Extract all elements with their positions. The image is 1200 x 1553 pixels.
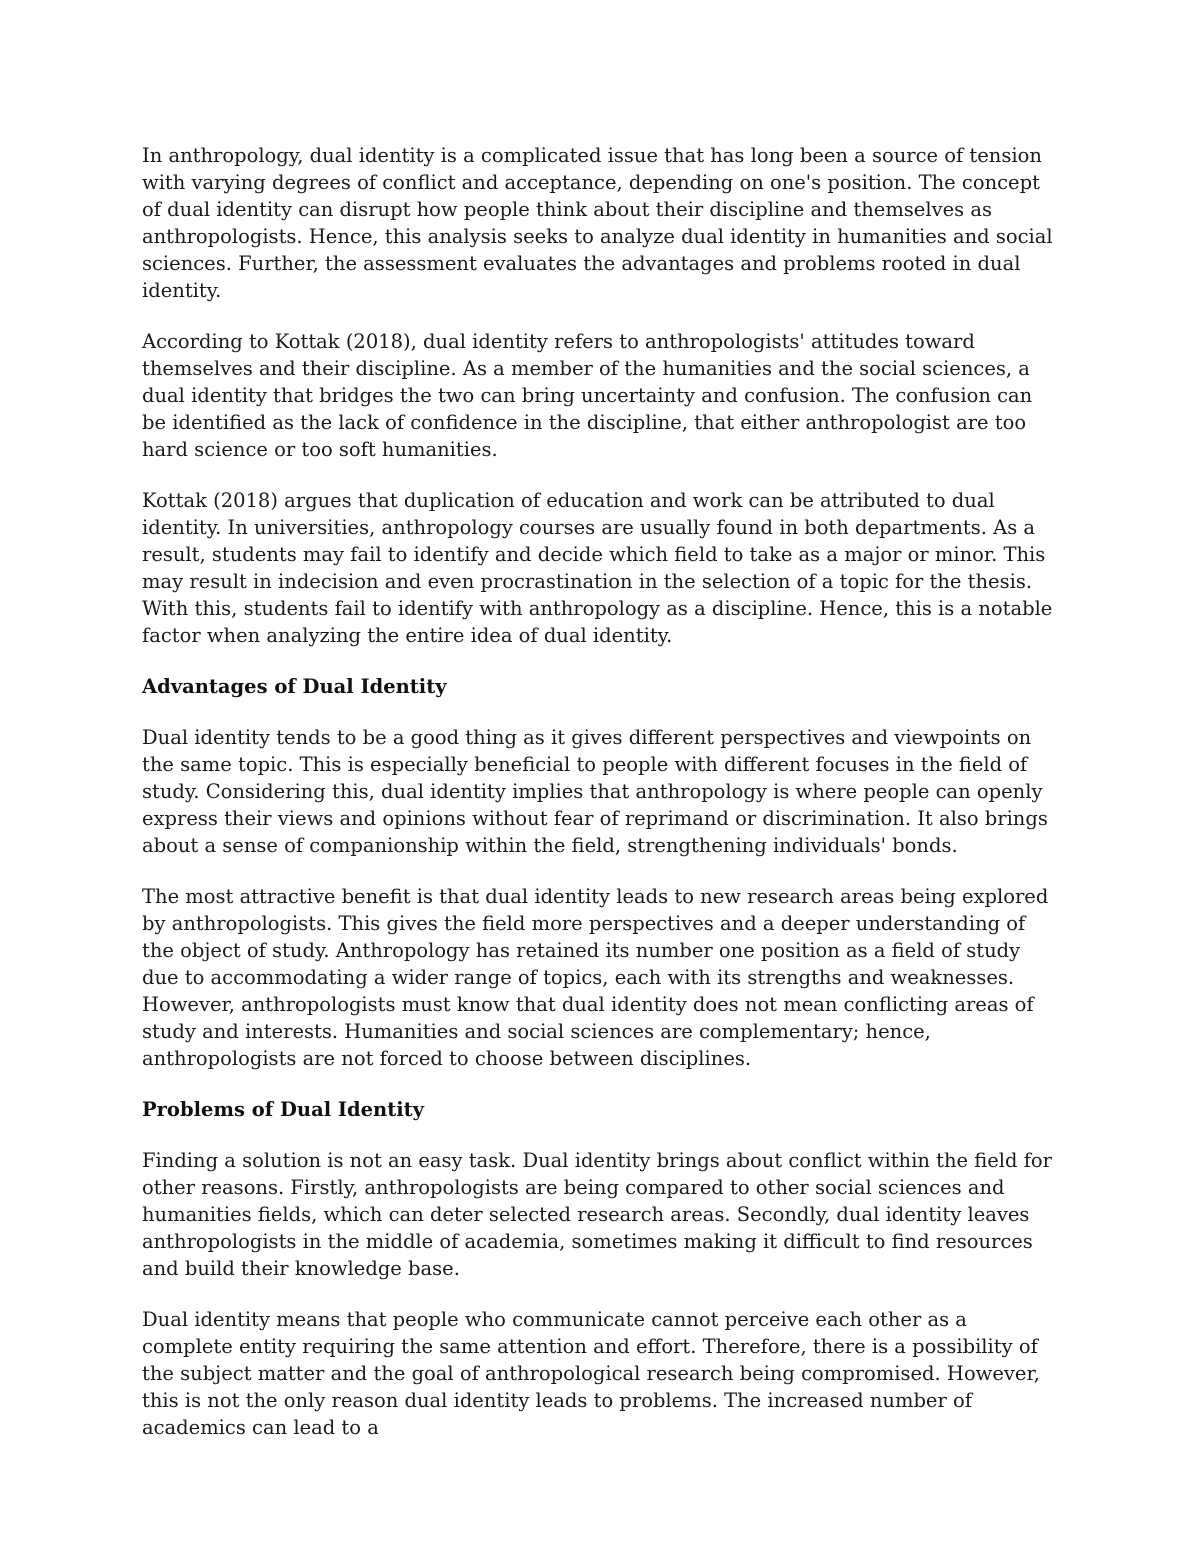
- document-body: [142, 142, 1062, 1465]
- intro-paragraph-1: In anthropology, dual identity is a complicated issue that has long been a source of tension with varying degrees of conflict and acceptance, depending on one's position. The concept of dual identity can disrupt how people think about their discipline and themselves as anthropologists. Hence, this analysis seeks to analyze dual identity in humanities and social sciences. Further, the assessment evaluates the advantages and problems rooted in dual identity.: [142, 144, 1053, 302]
- problems-paragraph-1: Finding a solution is not an easy task. Dual identity brings about conflict within the field for other reasons. Firstly, anthropologists are being compared to other social sciences and humanities fields, which can deter selected research areas. Secondly, dual identity leaves anthropologists in the middle of academia, sometimes making it difficult to find resources and build their knowledge base.: [142, 1149, 1052, 1280]
- intro-paragraph-2: According to Kottak (2018), dual identity refers to anthropologists' attitudes toward themselves and their discipline. As a member of the humanities and the social sciences, a dual identity that bridges the two can bring uncertainty and confusion. The confusion can be identified as the lack of confidence in the discipline, that either anthropologist are too hard science or too soft humanities.: [142, 330, 1033, 461]
- advantages-heading: Advantages of Dual Identity: [142, 675, 447, 698]
- advantages-paragraph-2: The most attractive benefit is that dual identity leads to new research areas being explored by anthropologists. This gives the field more perspectives and a deeper understanding of the object of study. Anthropology has retained its number one position as a field of study due to accommodating a wider range of topics, each with its strengths and weaknesses. However, anthropologists must know that dual identity does not mean conflicting areas of study and interests. Humanities and social sciences are complementary; hence, anthropologists are not forced to choose between disciplines.: [142, 885, 1049, 1070]
- problems-paragraph-2: Dual identity means that people who communicate cannot perceive each other as a complete entity requiring the same attention and effort. Therefore, there is a possibility of the subject matter and the goal of anthropological research being compromised. However, this is not the only reason dual identity leads to problems. The increased number of academics can lead to a: [142, 1308, 1040, 1439]
- intro-paragraph-3: Kottak (2018) argues that duplication of education and work can be attributed to dual identity. In universities, anthropology courses are usually found in both departments. As a result, students may fail to identify and decide which field to take as a major or minor. This may result in indecision and even procrastination in the selection of a topic for the thesis. With this, students fail to identify with anthropology as a discipline. Hence, this is a notable factor when analyzing the entire idea of dual identity.: [142, 489, 1053, 647]
- problems-heading: Problems of Dual Identity: [142, 1098, 424, 1121]
- advantages-paragraph-1: Dual identity tends to be a good thing as it gives different perspectives and viewpoints on the same topic. This is especially beneficial to people with different focuses in the field of study. Considering this, dual identity implies that anthropology is where people can openly express their views and opinions without fear of reprimand or discrimination. It also brings about a sense of companionship within the field, strengthening individuals' bonds.: [142, 726, 1048, 857]
